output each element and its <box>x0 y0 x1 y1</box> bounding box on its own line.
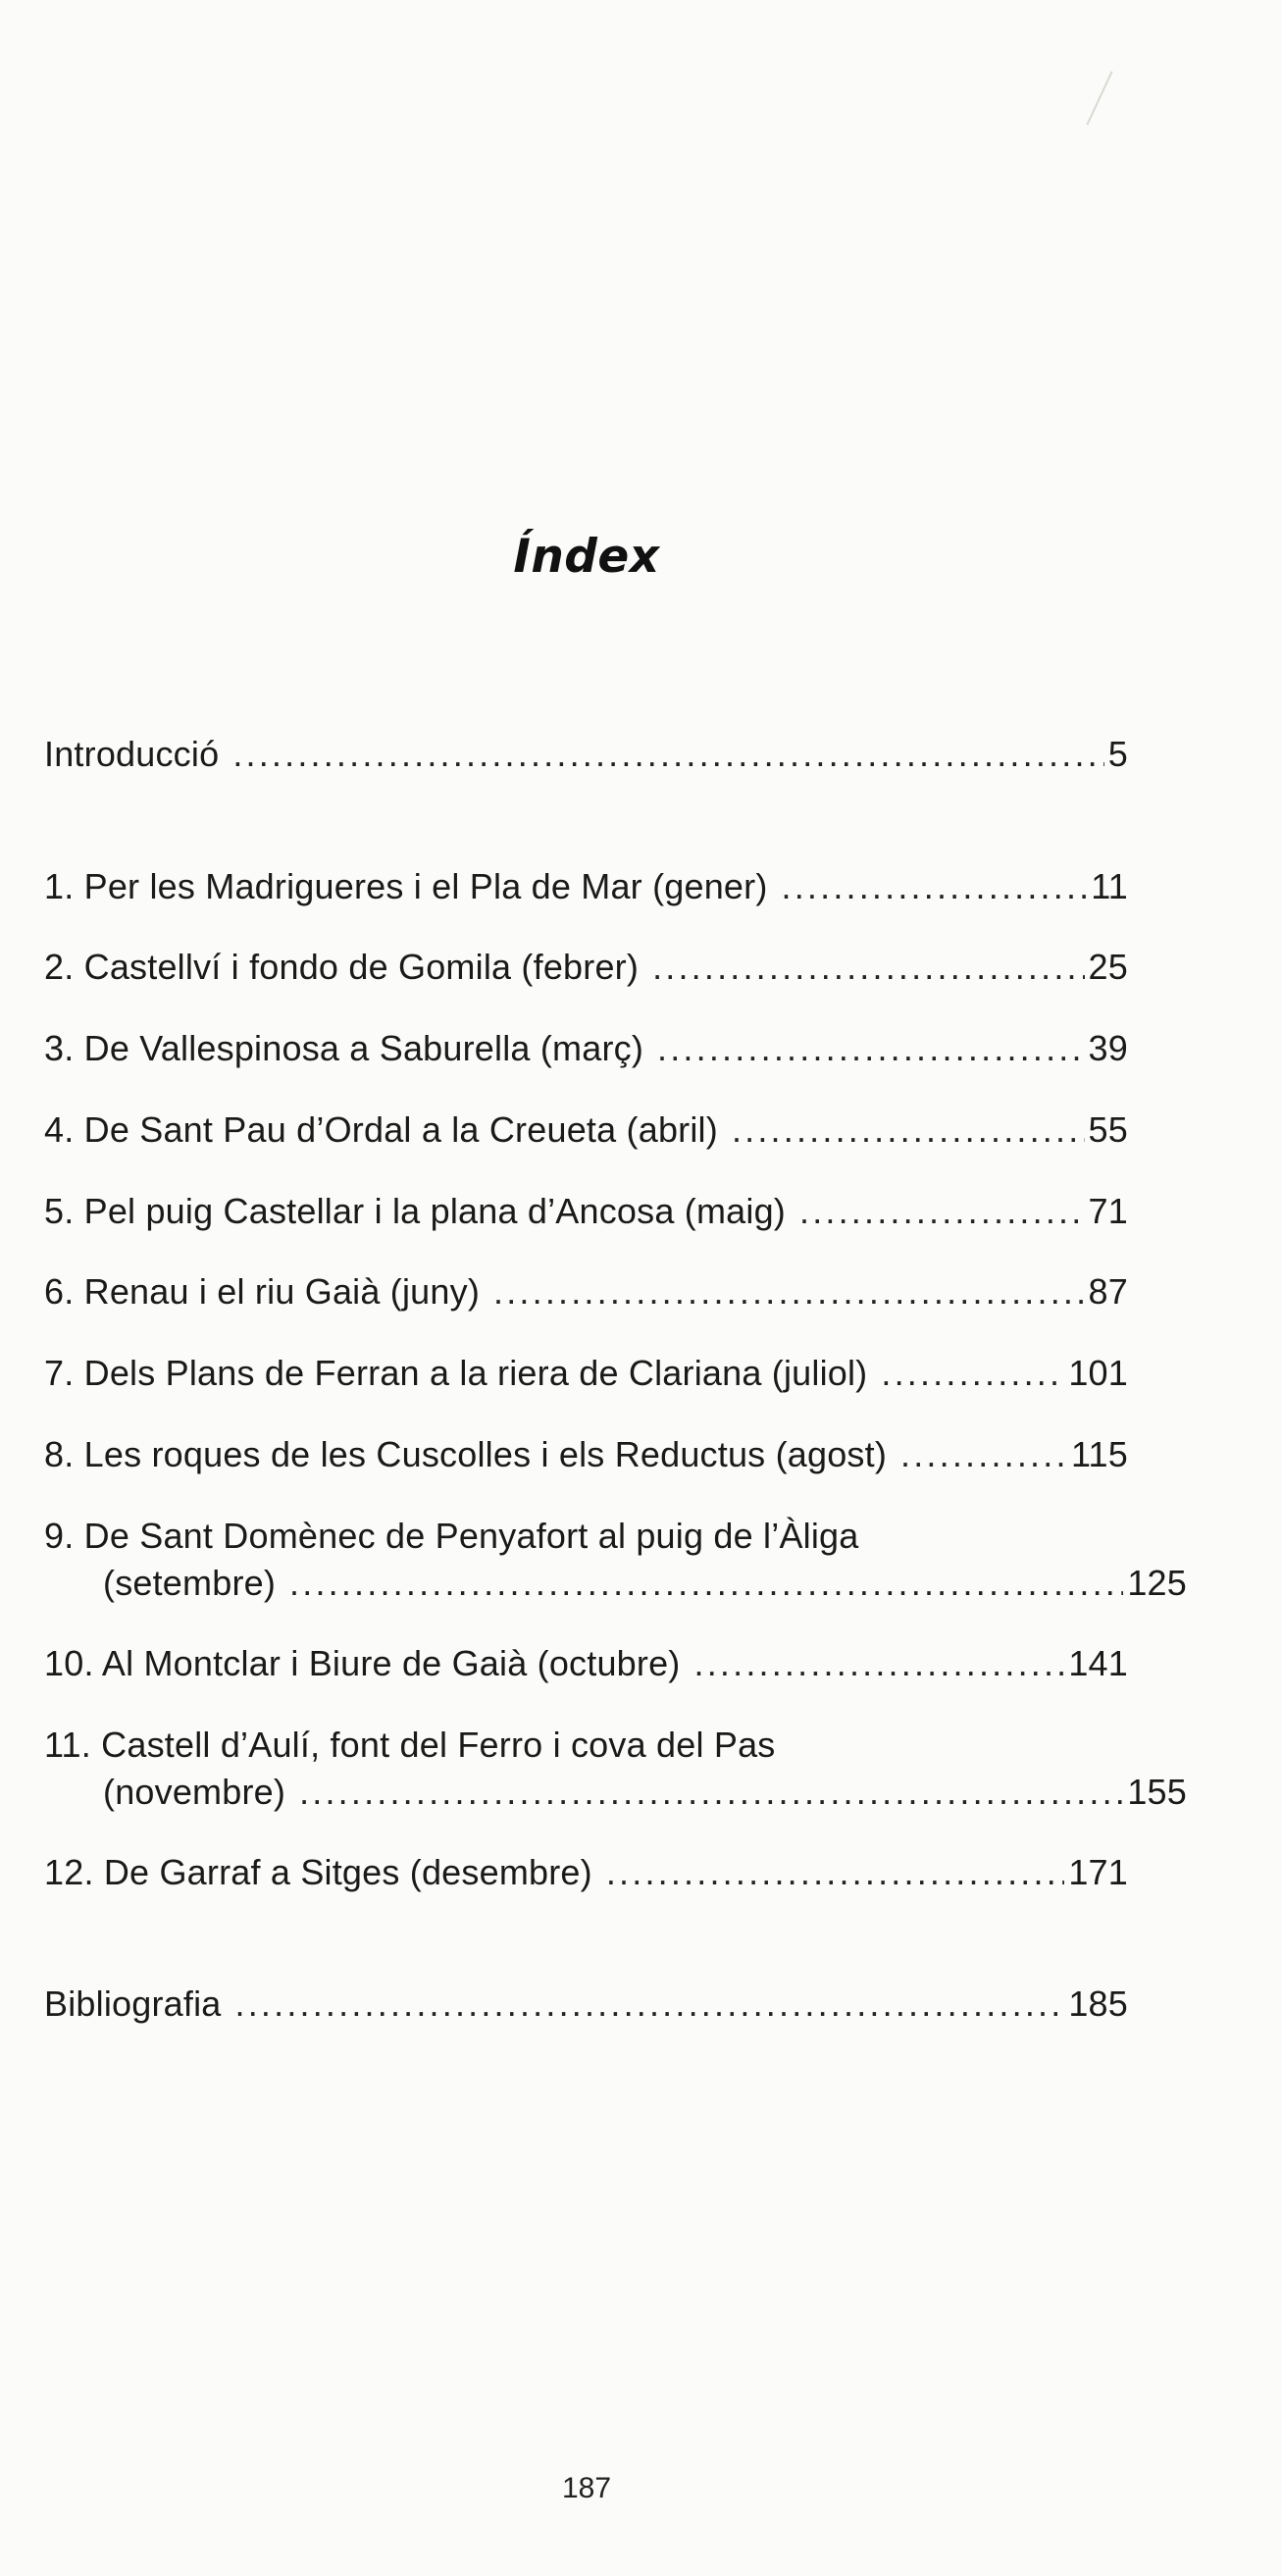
leader-dots <box>493 1268 1085 1315</box>
toc-entry-page: 101 <box>1068 1353 1128 1393</box>
toc-entry-chapter-7 <box>44 1350 1128 1397</box>
toc-entry-title-continued: (novembre) <box>103 1772 286 1812</box>
toc-entry-introduction <box>44 731 1128 778</box>
page-number: 187 <box>561 2472 612 2504</box>
leader-dots <box>694 1640 1065 1687</box>
page-title: Índex <box>513 530 660 584</box>
leader-dots <box>732 1107 1085 1154</box>
leader-dots <box>652 944 1084 991</box>
scan-mark <box>1086 71 1112 125</box>
toc-entry-page: 39 <box>1088 1028 1128 1068</box>
toc-entry-title: 6. Renau i el riu Gaià (juny) <box>44 1271 481 1312</box>
toc-entry-chapter-1 <box>44 863 1128 910</box>
toc-entry-page: 71 <box>1088 1191 1128 1231</box>
leader-dots <box>782 863 1088 910</box>
toc-entry-chapter-4 <box>44 1107 1128 1154</box>
toc-entry-chapter-11 <box>44 1722 1187 1816</box>
toc-entry-page: 171 <box>1068 1852 1128 1892</box>
toc-entry-title: 11. Castell d’Aulí, font del Ferro i cova del Pas <box>44 1725 776 1765</box>
toc-entry-page: 5 <box>1107 734 1128 774</box>
toc-entry-title: 12. De Garraf a Sitges (desembre) <box>44 1852 592 1892</box>
leader-dots <box>235 1981 1065 2028</box>
leader-dots <box>232 731 1103 778</box>
leader-dots <box>289 1560 1123 1607</box>
toc-entry-page: 55 <box>1088 1109 1128 1150</box>
toc-entry-page: 155 <box>1127 1772 1187 1812</box>
toc-entry-chapter-10 <box>44 1640 1128 1687</box>
toc-entry-chapter-3 <box>44 1025 1128 1072</box>
toc-entry-title: 8. Les roques de les Cuscolles i els Reductus (agost) <box>44 1434 888 1474</box>
toc-entry-title: 1. Per les Madrigueres i el Pla de Mar (gener) <box>44 866 768 906</box>
toc-entry-page: 11 <box>1091 866 1128 906</box>
leader-dots <box>881 1350 1064 1397</box>
toc-entry-title: 10. Al Montclar i Biure de Gaià (octubre) <box>44 1643 681 1683</box>
toc-entry-title: Introducció <box>44 734 220 774</box>
toc-entry-title: 4. De Sant Pau d’Ordal a la Creueta (abril) <box>44 1109 718 1150</box>
toc-entry-page: 87 <box>1088 1271 1128 1312</box>
toc-entry-title: 7. Dels Plans de Ferran a la riera de Clariana (juliol) <box>44 1353 868 1393</box>
toc-entry-page: 185 <box>1068 1984 1128 2024</box>
toc-entry-title: 9. De Sant Domènec de Penyafort al puig de l’Àliga <box>44 1516 859 1556</box>
toc-entry-page: 141 <box>1068 1643 1128 1683</box>
toc-entry-title: Bibliografia <box>44 1984 222 2024</box>
leader-dots <box>657 1025 1085 1072</box>
toc-entry-page: 115 <box>1071 1434 1128 1474</box>
toc-entry-chapter-6 <box>44 1268 1128 1315</box>
toc-entry-chapter-9 <box>44 1513 1187 1607</box>
leader-dots <box>606 1849 1064 1896</box>
toc-entry-page: 125 <box>1127 1563 1187 1603</box>
toc-entry-title: 2. Castellví i fondo de Gomila (febrer) <box>44 947 640 987</box>
toc-entry-title: 3. De Vallespinosa a Saburella (març) <box>44 1028 644 1068</box>
toc-entry-chapter-8 <box>44 1431 1128 1478</box>
toc-entry-chapter-2 <box>44 944 1128 991</box>
toc-entry-title: 5. Pel puig Castellar i la plana d’Ancosa (maig) <box>44 1191 786 1231</box>
toc-entry-bibliography <box>44 1981 1128 2028</box>
toc-entry-page: 25 <box>1088 947 1128 987</box>
leader-dots <box>299 1769 1123 1816</box>
toc-entry-chapter-12 <box>44 1849 1128 1896</box>
leader-dots <box>799 1188 1085 1235</box>
leader-dots <box>900 1431 1067 1478</box>
toc-entry-chapter-5 <box>44 1188 1128 1235</box>
toc-entry-title-continued: (setembre) <box>103 1563 277 1603</box>
